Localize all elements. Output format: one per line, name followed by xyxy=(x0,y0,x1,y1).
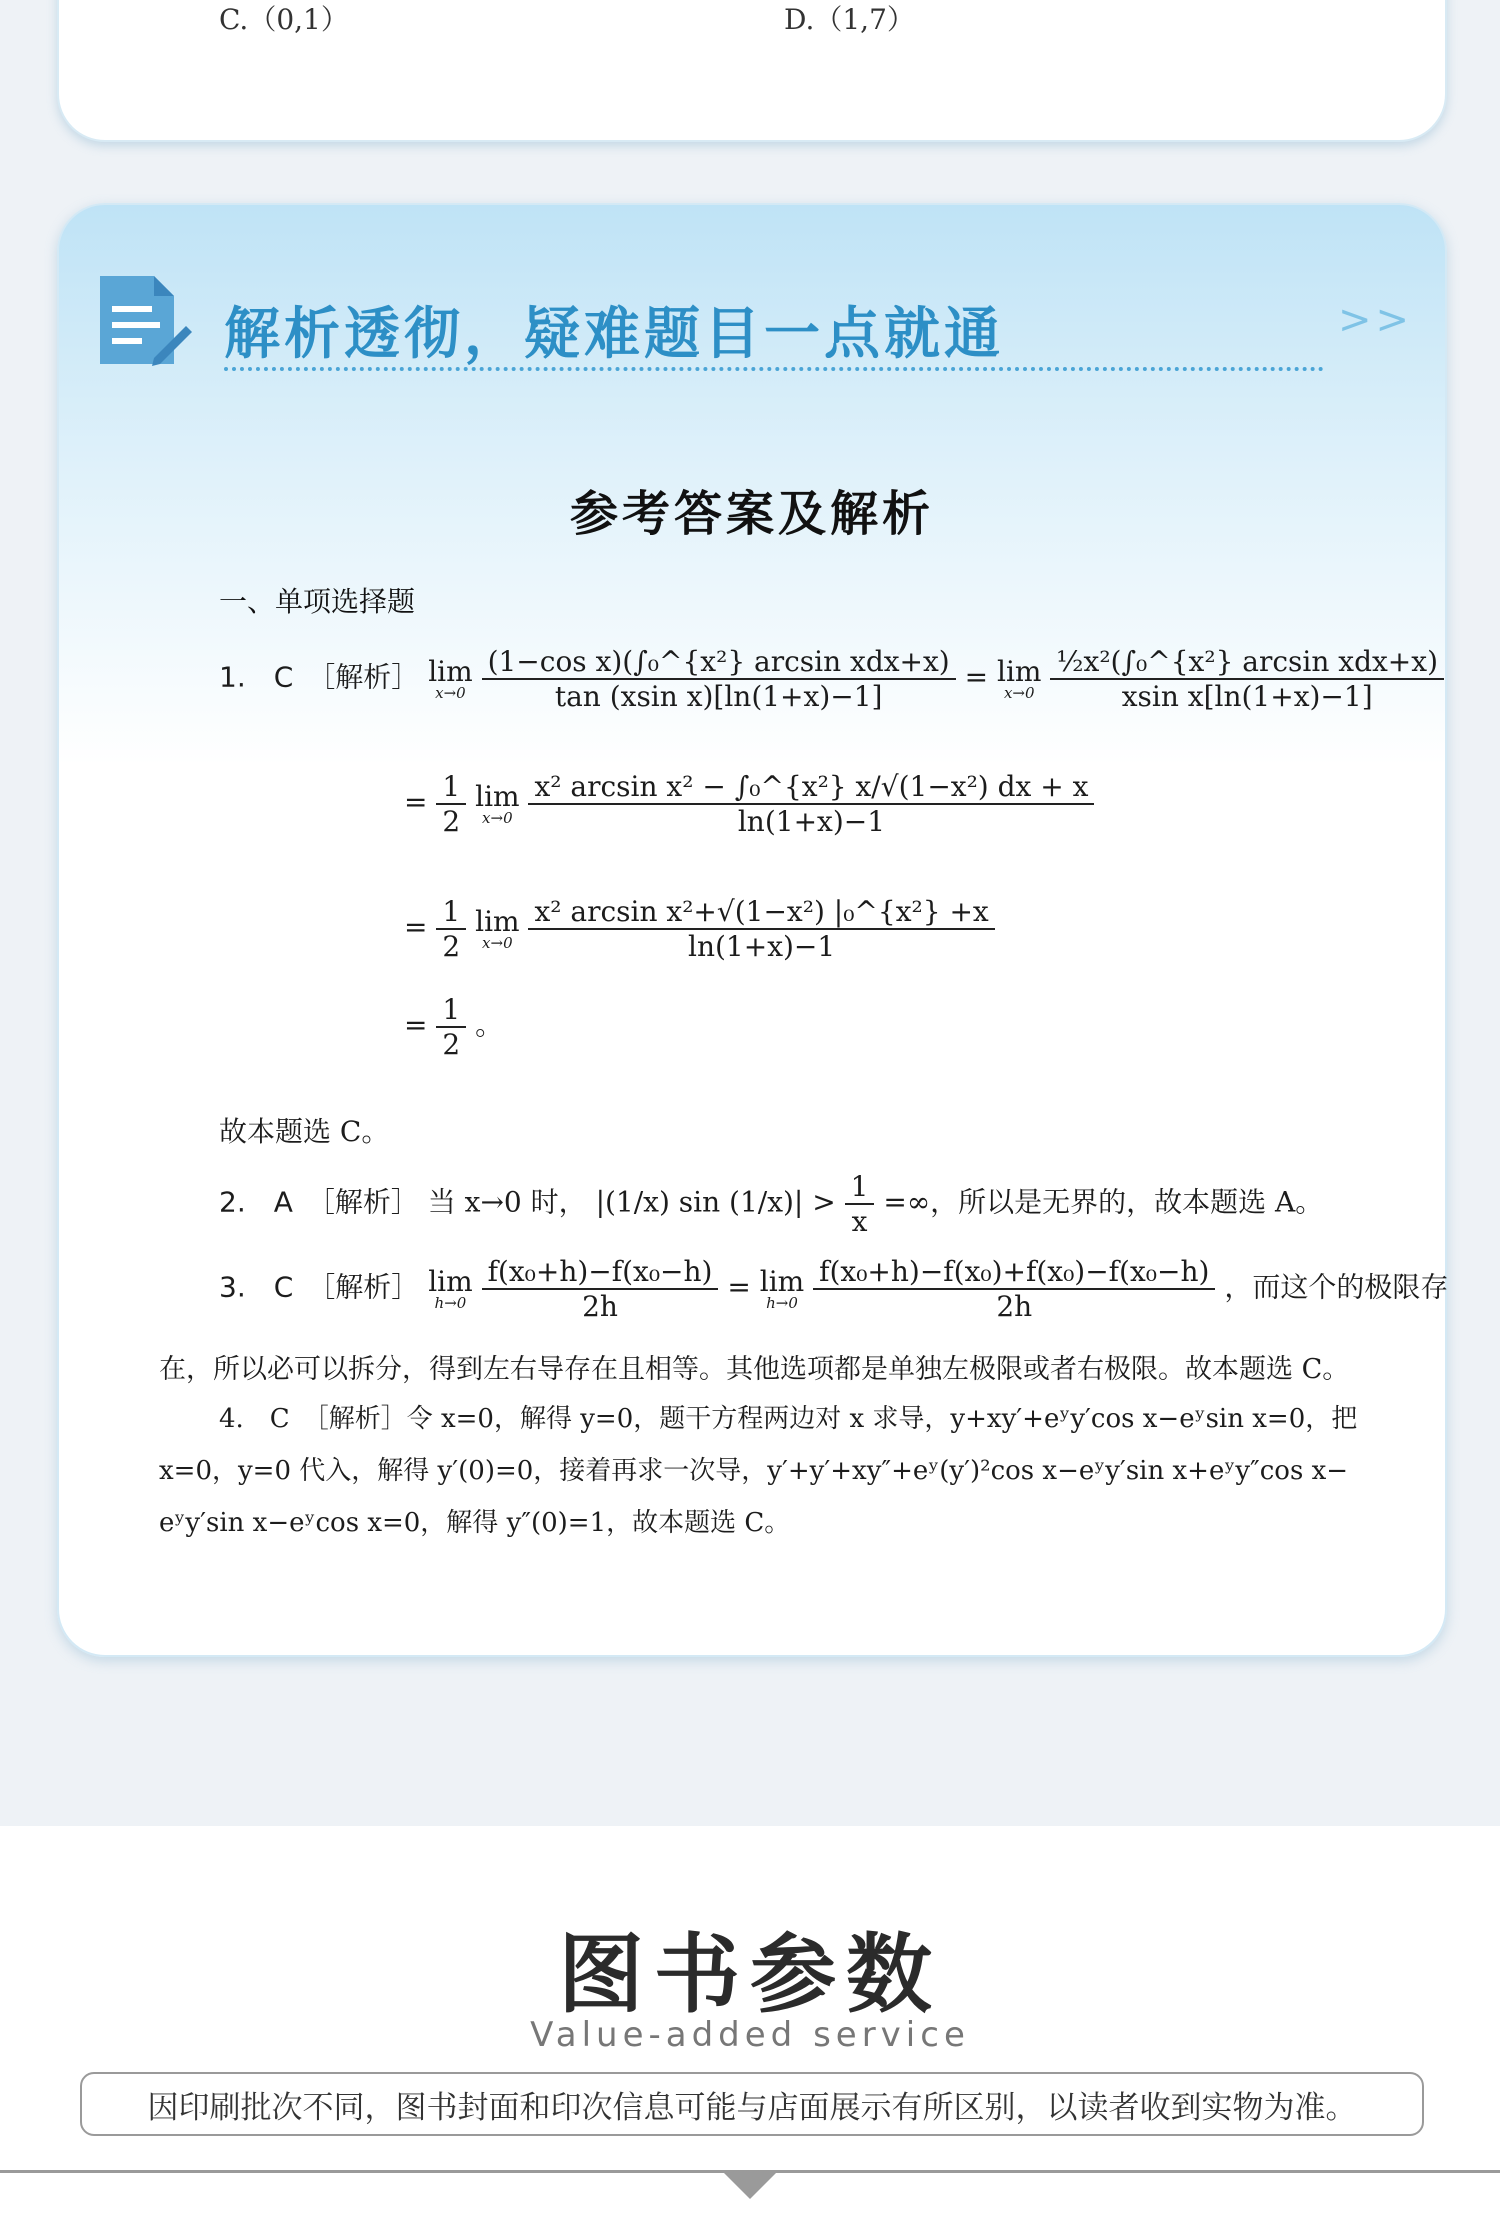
option-d: D.（1,7） xyxy=(784,3,915,36)
print-notice: 因印刷批次不同，图书封面和印次信息可能与店面展示有所区别，以读者收到实物为准。 xyxy=(80,2072,1424,2136)
q2-line: 2. A ［解析］ 当 x→0 时， |(1/x) sin (1/x)| > $\frac{1}{x}$ =∞，所以是无界的，故本题选 A。 xyxy=(219,1170,1324,1238)
params-subtitle: Value-added service xyxy=(530,2015,970,2055)
banner-arrows: >> xyxy=(1337,297,1413,343)
q2-abs-expr: |(1/x) sin (1/x)| > xyxy=(595,1185,836,1219)
option-c: C.（0,1） xyxy=(219,3,349,36)
q3-line-2: 在，所以必可以拆分，得到左右导存在且相等。其他选项都是单独左极限或者右极限。故本题选 C。 xyxy=(159,1354,1350,1385)
banner-title: 解析透彻，疑难题目一点就通 xyxy=(224,302,1004,367)
q1-line-1: 1. C ［解析］ lim x→0 $\frac{\text{(1−cos x)(∫₀\textasciicircum{}\{x²\} arcsin xdx+x)}}{\text{tan (xsin x)[ln(1+x)−1]}}$ = lim x→0 $\frac{\text{½x²(∫₀\textasciicircum{}\{x²\} arcsin xdx+x)}}{\text{xsin x[ln(1+x)−1]}}$ xyxy=(219,645,1444,713)
banner-underline xyxy=(224,367,1324,371)
q1-fraction-1: $\frac{\text{(1−cos x)(∫₀\textasciicircum{}\{x²\} arcsin xdx+x)}}{\text{tan (xsin x)[ln(1+x)−1]}}$ xyxy=(482,645,956,713)
q3-fraction-2: $\frac{\text{f(x₀+h)−f(x₀)+f(x₀)−f(x₀−h)}}{2h}$ xyxy=(813,1255,1215,1323)
previous-question-card xyxy=(57,0,1447,142)
params-title: 图书参数 xyxy=(558,1925,942,2025)
q3-line-1: 3. C ［解析］ lim h→0 $\frac{\text{f(x₀+h)−f(x₀−h)}}{2h}$ = lim h→0 $\frac{\text{f(x₀+h)−f(x₀)+f(x₀)−f(x₀−h)}}{2h}$ ，而这个的极限存 xyxy=(219,1255,1449,1323)
q4-line-1: 4. C ［解析］令 x=0，解得 y=0，题干方程两边对 x 求导，y+xy′+eʸy′cos x−eʸsin x=0，把 xyxy=(219,1404,1358,1434)
q1-step-2-fraction: $\frac{\text{x² arcsin x² − ∫₀\textasciicircum{}\{x²\} x/√(1−x²) dx + x}}{\ln(1+x)-1}$ xyxy=(528,770,1094,838)
q1-step-3-fraction: $\frac{\text{x² arcsin x²+√(1−x²) |₀\textasciicircum{}\{x²\} +x}}{\ln(1+x)-1}$ xyxy=(528,895,994,963)
q1-result: = $\frac{1}{2}$ 。 xyxy=(404,993,504,1061)
q2-label: 2. A ［解析］ xyxy=(219,1185,419,1219)
q4-line-2: x=0，y=0 代入，解得 y′(0)=0，接着再求一次导，y′+y′+xy″+eʸ(y′)²cos x−eʸy′sin x+eʸy″cos x− xyxy=(159,1456,1349,1486)
q1-step-2: = $\frac{1}{2}$ lim x→0 $\frac{\text{x² arcsin x² − ∫₀\textasciicircum{}\{x²\} x/√(1−x²) dx + x}}{\ln(1+x)-1}$ xyxy=(404,770,1094,838)
q1-label: 1. C ［解析］ xyxy=(219,660,420,694)
q1-conclusion: 故本题选 C。 xyxy=(219,1115,390,1148)
q4-line-3: eʸy′sin x−eʸcos x=0，解得 y″(0)=1，故本题选 C。 xyxy=(159,1508,791,1538)
down-arrow-icon xyxy=(723,2172,777,2199)
q1-step-3: = $\frac{1}{2}$ lim x→0 $\frac{\text{x² arcsin x²+√(1−x²) |₀\textasciicircum{}\{x²\} +x}}{\ln(1+x)-1}$ xyxy=(404,895,995,963)
answer-card xyxy=(57,203,1447,1657)
answer-title: 参考答案及解析 xyxy=(569,486,934,542)
q4-paragraph xyxy=(159,1393,1409,1549)
q1-lim: lim x→0 xyxy=(428,654,473,702)
document-edit-icon xyxy=(94,270,194,370)
q3-fraction-1: $\frac{\text{f(x₀+h)−f(x₀−h)}}{2h}$ xyxy=(482,1255,719,1323)
q3-label: 3. C ［解析］ xyxy=(219,1270,420,1304)
q1-fraction-2: $\frac{\text{½x²(∫₀\textasciicircum{}\{x²\} arcsin xdx+x)}}{\text{xsin x[ln(1+x)−1]}}$ xyxy=(1050,645,1444,713)
section-heading: 一、单项选择题 xyxy=(219,585,416,618)
